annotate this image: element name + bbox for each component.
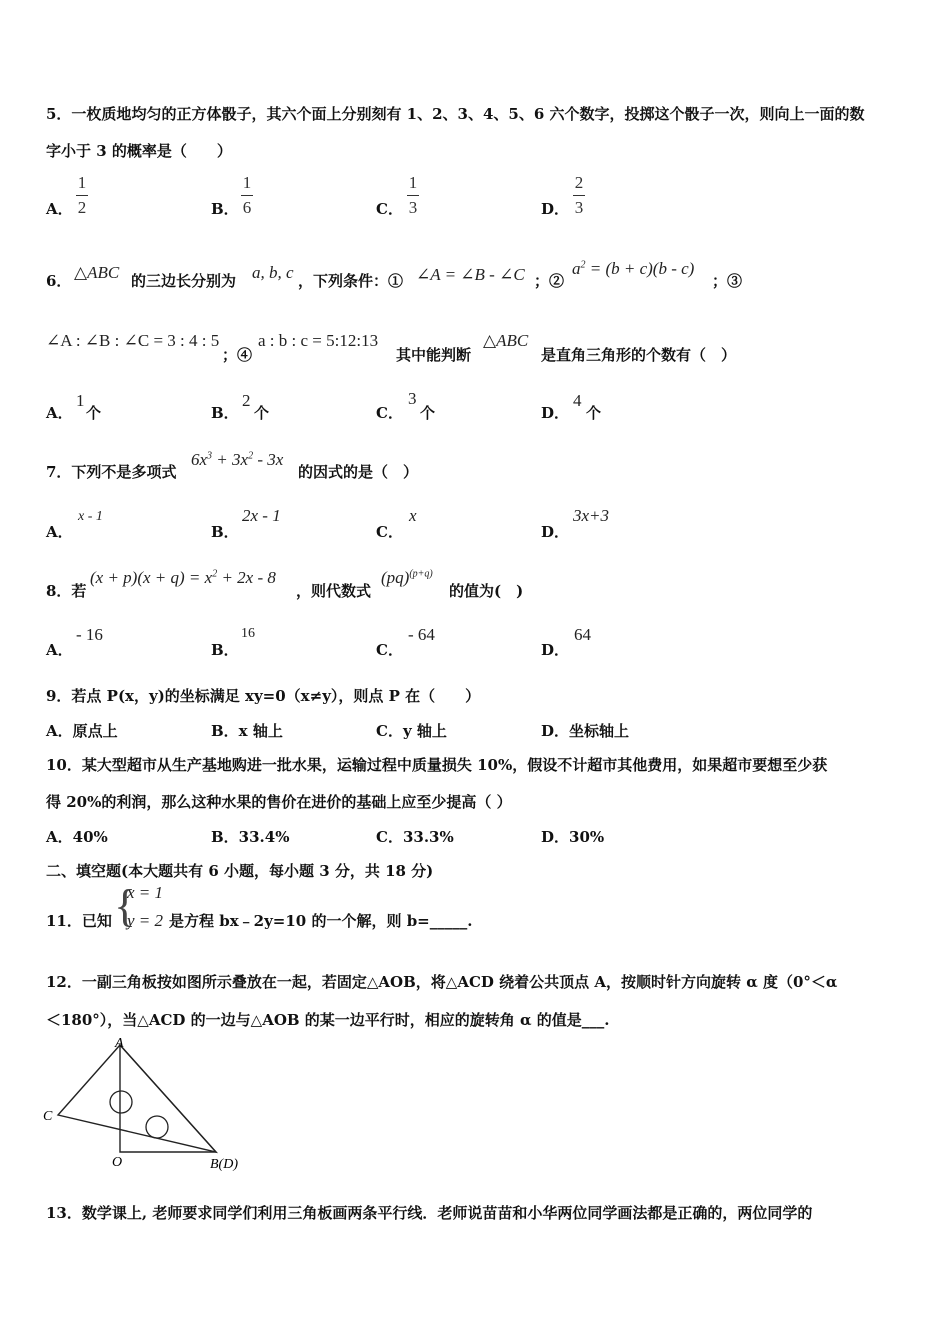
expr-exp: (p+q) [409,568,433,580]
q6-number: 6． [46,272,72,290]
q6-option-b-value: 2 [242,391,251,410]
denominator: 2 [77,198,87,217]
q12-figure [40,1035,260,1175]
q8-option-d-label: D． [541,641,570,659]
q5-option-d-label: D． [541,200,570,218]
numerator: 2 [574,173,584,192]
q11-text-1: 11．已知 [46,912,112,930]
q8-text-3: 的值为( ) [449,582,524,600]
q7-option-d-label: D． [541,523,570,541]
q9-option-c: C．y 轴上 [376,722,447,740]
q9-option-b: B．x 轴上 [211,722,283,740]
q5-option-c-fraction [407,173,419,218]
q6-text-5: ；④ [222,346,253,364]
denominator: 6 [242,198,252,217]
q6-text-4: ；③ [712,272,743,290]
q6-option-a-value: 1 [76,391,85,410]
q5-line2: 字小于 3 的概率是（ ） [46,142,232,160]
q5-option-c-label: C． [376,200,403,218]
q6-text-1: 的三边长分别为 [131,272,237,290]
q9-option-d: D．坐标轴上 [541,722,630,740]
q8-option-b-value: 16 [241,626,255,641]
q5-option-b-label: B． [211,200,239,218]
q8-option-a-value: - 16 [76,625,103,644]
q13-line1: 13．数学课上, 老师要求同学们利用三角板画两条平行线．老师说苗苗和小华两位同学画法都是正确的，两位同学的 [46,1204,813,1222]
q8-equation [90,568,276,588]
q11-text-2: 是方程 bx﹣2y=10 的一个解，则 b=_____. [169,912,473,930]
q12-line1: 12．一副三角板按如图所示叠放在一起，若固定△AOB，将△ACD 绕着公共顶点 A，按顺时针方向旋转 α 度（0°＜α [46,973,838,991]
label-o: O [112,1155,123,1170]
denominator: 3 [574,198,584,217]
q7-option-c-label: C． [376,523,403,541]
q8-option-b-label: B． [211,641,239,659]
q6-triangle-2: △ABC [483,331,529,350]
label-b-d: B(D) [210,1157,238,1172]
q7-option-a-label: A． [46,523,73,541]
q6-option-b-unit: 个 [254,404,270,422]
q7-text-2: 的因式的是（ ） [298,463,419,481]
q7-option-a-value: x - 1 [78,509,103,524]
exp-1: 3 [207,450,213,462]
q6-condition-2 [572,259,694,279]
q11-eq2: y = 2 [127,911,164,930]
q9-text: 9．若点 P(x，y)的坐标满足 xy=0（x≠y），则点 P 在（ ） [46,687,481,705]
term-1: 6x [191,450,208,469]
q10-option-b: B．33.4% [211,828,290,846]
q11-eq1: x = 1 [127,883,164,902]
q6-text-6: 其中能判断 [396,346,472,364]
q6-option-d-label: D． [541,404,570,422]
triangle-acd [58,1045,216,1152]
numerator: 1 [77,173,87,192]
q8-expression [381,568,433,588]
q8-text-2: ，则代数式 [296,582,372,600]
q5-line1: 5．一枚质地均匀的正方体骰子，其六个面上分别刻有 1、2、3、4、5、6 六个数字，投掷这个骰子一次，则向上一面的数 [46,105,865,123]
q6-option-a-label: A． [46,404,73,422]
exp-2: 2 [248,450,254,462]
q10-option-a: A．40% [46,828,108,846]
eq-right: + 2x - 8 [217,568,276,587]
q8-option-d-value: 64 [574,625,591,644]
q10-option-c: C．33.3% [376,828,454,846]
circle-hole-1 [110,1091,132,1113]
q7-option-d-value: 3x+3 [573,506,610,525]
q6-text-2: ，下列条件：① [298,272,404,290]
label-a: A [115,1036,124,1051]
cond2-base: a [572,259,581,278]
q7-option-b-value: 2x - 1 [242,506,281,525]
q5-option-b-fraction [241,173,253,218]
q6-condition-1: ∠A = ∠B - ∠C [416,265,525,284]
q6-condition-4: a : b : c = 5:12:13 [258,331,379,350]
q7-option-b-label: B． [211,523,239,541]
eq-exp: 2 [212,568,218,580]
q8-option-c-value: - 64 [408,625,435,644]
q5-option-a-fraction [76,173,88,218]
q6-text-3: ；② [534,272,565,290]
q7-text-1: 7．下列不是多项式 [46,463,177,481]
section-heading: 二、填空题(本大题共有 6 小题，每小题 3 分，共 18 分) [46,862,434,880]
numerator: 1 [408,173,418,192]
q10-line2: 得 20%的利润，那么这种水果的售价在进价的基础上应至少提高（ ） [46,793,512,811]
brace-icon: { [114,880,137,931]
triangle-aob [120,1045,216,1152]
label-c: C [43,1109,53,1124]
q6-sides: a, b, c [252,263,294,282]
numerator: 1 [242,173,252,192]
denominator: 3 [408,198,418,217]
q7-polynomial [191,450,283,470]
circle-hole-2 [146,1116,168,1138]
term-2: + 3x [212,450,249,469]
q6-condition-3: ∠A : ∠B : ∠C = 3 : 4 : 5 [46,331,220,350]
q8-option-c-label: C． [376,641,403,659]
q6-text-7: 是直角三角形的个数有（ ） [541,346,737,364]
q8-text-1: 8．若 [46,582,87,600]
q6-option-b-label: B． [211,404,239,422]
q6-option-a-unit: 个 [86,404,102,422]
q10-option-d: D．30% [541,828,605,846]
q5-option-a-label: A． [46,200,73,218]
eq-left: (x + p)(x + q) = x [90,568,213,587]
q7-option-c-value: x [409,506,417,525]
expr-base: (pq) [381,568,410,587]
q6-option-c-unit: 个 [420,404,436,422]
q5-option-d-fraction [573,173,585,218]
q6-option-c-value: 3 [408,389,417,408]
q6-option-d-value: 4 [573,391,582,410]
q6-triangle: △ABC [74,263,120,282]
q10-line1: 10．某大型超市从生产基地购进一批水果，运输过程中质量损失 10%，假设不计超市其他费用，如果超市要想至少获 [46,756,828,774]
q6-option-c-label: C． [376,404,403,422]
q12-line2: ＜180°），当△ACD 的一边与△AOB 的某一边平行时，相应的旋转角 α 的值是___. [46,1011,610,1029]
q6-option-d-unit: 个 [586,404,602,422]
cond2-rest: = (b + c)(b - c) [585,259,695,278]
term-3: - 3x [253,450,284,469]
q8-option-a-label: A． [46,641,73,659]
cond2-exponent: 2 [580,259,586,271]
q9-option-a: A．原点上 [46,722,118,740]
